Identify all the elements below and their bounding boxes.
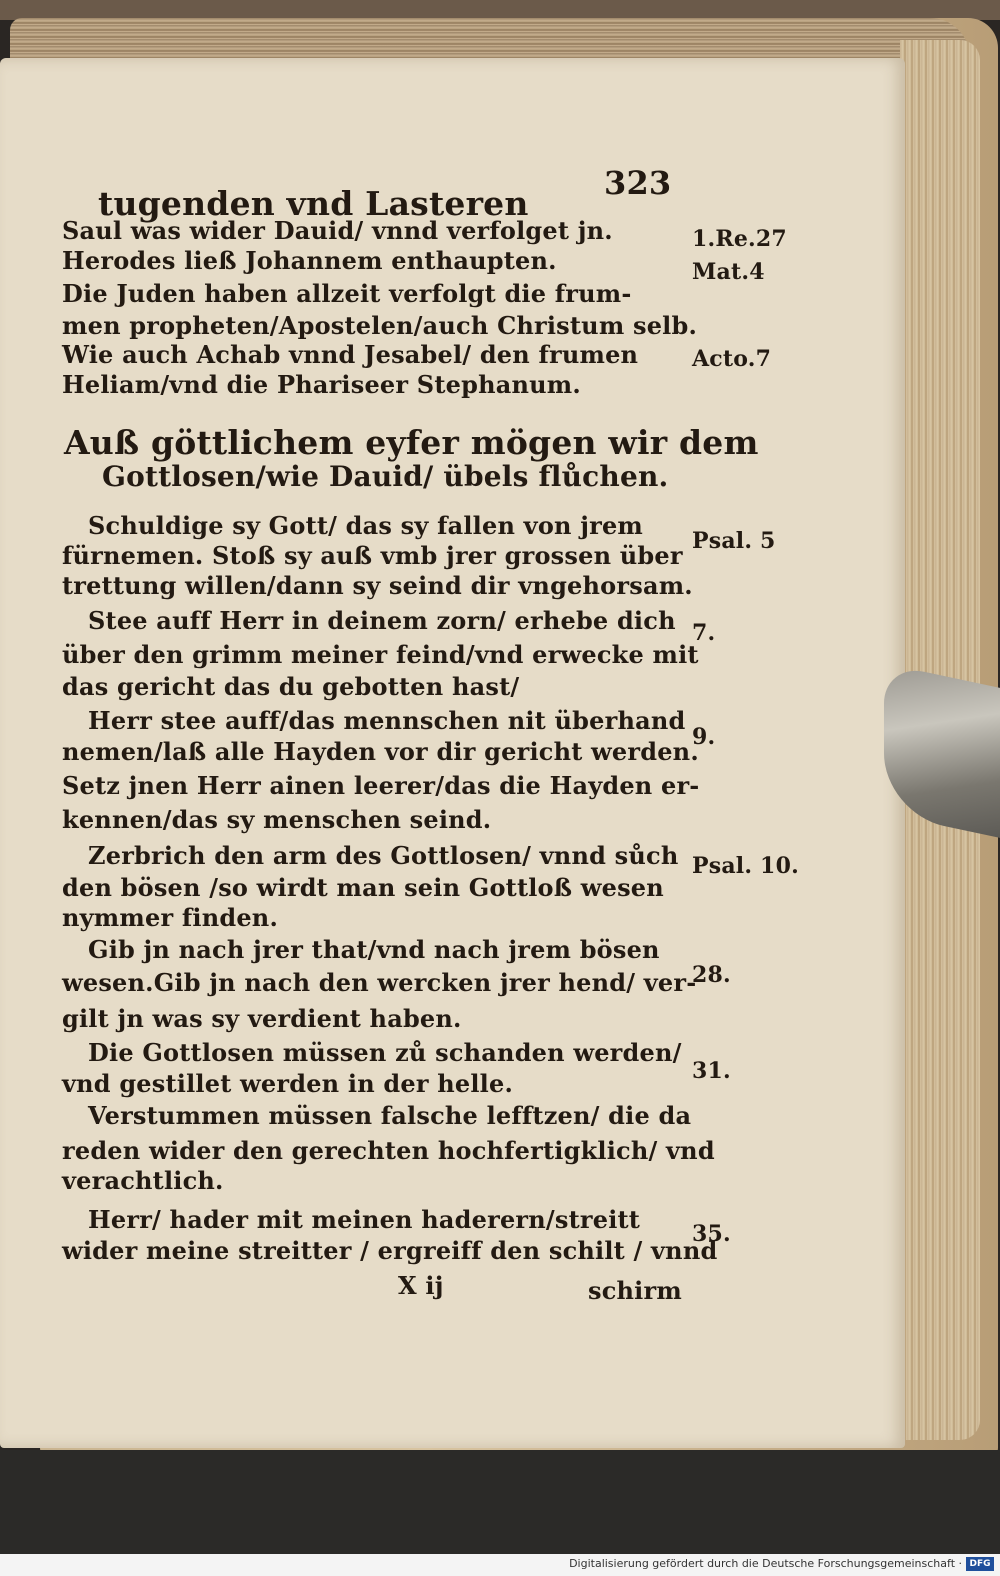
text-line: kennen/das sy menschen seind. bbox=[62, 805, 492, 834]
margin-note: Mat.4 bbox=[692, 259, 765, 285]
text-line: vnd gestillet werden in der helle. bbox=[62, 1069, 514, 1098]
text-line: Herr/ hader mit meinen haderern/streitt bbox=[88, 1205, 641, 1234]
text-line: verachtlich. bbox=[62, 1166, 224, 1195]
running-title: tugenden vnd Lasteren bbox=[98, 184, 529, 223]
margin-note: Psal. 10. bbox=[692, 853, 799, 879]
text-line: trettung willen/dann sy seind dir vngehorsam. bbox=[62, 571, 693, 600]
margin-note: 31. bbox=[692, 1058, 731, 1084]
text-line: gilt jn was sy verdient haben. bbox=[62, 1004, 462, 1033]
text-line: Herodes ließ Johannem enthaupten. bbox=[62, 246, 557, 275]
margin-note: 35. bbox=[692, 1221, 731, 1247]
text-line: Saul was wider Dauid/ vnnd verfolget jn. bbox=[62, 216, 613, 245]
text-line: Verstummen müssen falsche lefftzen/ die da bbox=[88, 1101, 692, 1130]
text-line: nemen/laß alle Hayden vor dir gericht werden. bbox=[62, 737, 699, 766]
text-line: Herr stee auff/das mennschen nit überhand bbox=[88, 706, 686, 735]
text-line: Setz jnen Herr ainen leerer/das die Hayden er- bbox=[62, 771, 700, 800]
text-line: fürnemen. Stoß sy auß vmb jrer grossen über bbox=[62, 541, 683, 570]
signature-mark: X ij bbox=[398, 1271, 444, 1300]
margin-note: Psal. 5 bbox=[692, 528, 776, 554]
text-line: Schuldige sy Gott/ das sy fallen von jrem bbox=[88, 511, 644, 540]
text-line: Wie auch Achab vnnd Jesabel/ den frumen bbox=[62, 340, 639, 369]
margin-note: 9. bbox=[692, 724, 716, 750]
section-heading-line2: Gottlosen/wie Dauid/ übels flůchen. bbox=[102, 460, 669, 493]
text-line: Zerbrich den arm des Gottlosen/ vnnd sůch bbox=[88, 841, 679, 870]
text-line: Die Juden haben allzeit verfolgt die frum- bbox=[62, 279, 632, 308]
text-line: men propheten/Apostelen/auch Christum selb. bbox=[62, 311, 698, 340]
page-number: 323 bbox=[604, 164, 672, 202]
text-line: den bösen /so wirdt man sein Gottloß wesen bbox=[62, 873, 664, 902]
catchword: schirm bbox=[588, 1276, 682, 1305]
text-line: wesen.Gib jn nach den wercken jrer hend/ ver- bbox=[62, 968, 697, 997]
text-line: Heliam/vnd die Phariseer Stephanum. bbox=[62, 370, 581, 399]
text-line: das gericht das du gebotten hast/ bbox=[62, 672, 520, 701]
margin-note: 7. bbox=[692, 620, 716, 646]
section-heading-line1: Auß göttlichem eyfer mögen wir dem bbox=[64, 423, 759, 462]
margin-note: 28. bbox=[692, 962, 731, 988]
text-line: Stee auff Herr in deinem zorn/ erhebe dich bbox=[88, 606, 676, 635]
text-line: reden wider den gerechten hochfertigklich/ vnd bbox=[62, 1136, 715, 1165]
text-line: über den grimm meiner feind/vnd erwecke mit bbox=[62, 640, 699, 669]
text-line: Die Gottlosen müssen zů schanden werden/ bbox=[88, 1038, 682, 1067]
text-line: Gib jn nach jrer that/vnd nach jrem bösen bbox=[88, 935, 660, 964]
text-line: nymmer finden. bbox=[62, 903, 278, 932]
dfg-logo: DFG bbox=[966, 1557, 994, 1571]
text-line: wider meine streitter / ergreiff den schilt / vnnd bbox=[62, 1236, 718, 1265]
margin-note: Acto.7 bbox=[692, 346, 772, 372]
background-top bbox=[0, 0, 1000, 20]
footer-credit: Digitalisierung gefördert durch die Deutsche Forschungsgemeinschaft · bbox=[569, 1557, 962, 1570]
margin-note: 1.Re.27 bbox=[692, 226, 787, 252]
